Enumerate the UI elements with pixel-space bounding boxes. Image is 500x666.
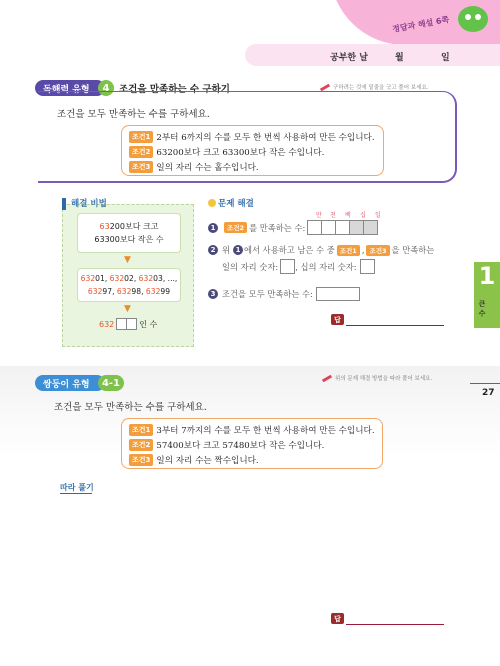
answer-line[interactable] [346,325,444,326]
condition-tag: 조건1 [129,424,153,436]
condition-tag: 조건3 [129,454,153,466]
chapter-tab [474,262,500,328]
date-bar [245,44,500,66]
highlight-digits: 63 [99,222,110,231]
place-value-label: 만 [316,212,322,219]
section-title: 조건을 만족하는 수 구하기 [119,84,230,95]
step-number: 2 [208,245,218,255]
step-number: 3 [208,289,218,299]
step-1 [208,220,378,235]
answer-reference-label: 정답과 해설 6쪽 [391,15,450,34]
condition-row [129,131,375,143]
step-text: 에서 사용하고 남은 수 중 [244,245,335,255]
mascot-icon [458,6,488,32]
step-3 [208,287,360,301]
place-value-label: 일 [375,212,381,219]
condition-tag: 조건3 [129,161,153,173]
step-text: 위 [222,245,231,255]
condition-tag: 조건2 [224,222,247,233]
highlight-digits: 632 [99,319,115,329]
tip-result [99,318,157,330]
day-label: 일 [441,53,450,63]
section-number: 4 [98,80,114,96]
tip-marker-icon [62,198,66,210]
step-text: , 십의 자리 숫자: [295,261,357,272]
digit-box[interactable] [363,220,378,235]
follow-along-label: 따라 풀기 [60,483,94,492]
section-hint: 구하려는 것에 밑줄을 긋고 풀어 보세요. [333,85,429,91]
section-hint: 위의 문제 해결 방법을 따라 풀어 보세요. [335,376,433,382]
tip-text: 63300보다 작은 수 [94,235,164,244]
chapter-name: 큰 수 [478,300,486,317]
condition-text: 57400보다 크고 57480보다 작은 수입니다. [156,441,325,451]
final-number-box[interactable] [316,287,360,301]
tens-digit-box[interactable] [360,259,375,274]
section-number: 4-1 [98,375,124,391]
digit-box[interactable] [335,220,350,235]
condition-row [129,161,259,173]
pencil-icon [322,375,332,383]
conditions-box [121,418,383,469]
answer-label: 답 [331,314,344,325]
tip-text: 200보다 크고 [109,222,159,231]
mascot-eye-icon [475,14,481,20]
step-2: 2 위 1 에서 사용하고 남은 수 중 조건1 , 조건3 을 만족하는 [208,244,434,256]
condition-tag: 조건1 [337,245,360,256]
ones-digit-box[interactable] [280,259,295,274]
step-reference: 1 [233,245,243,255]
condition-tag: 조건3 [366,245,389,256]
condition-tag: 조건2 [129,146,153,158]
follow-underline [60,493,92,494]
tip-range-card [77,213,181,253]
digit-box[interactable] [349,220,364,235]
place-value-label: 천 [330,212,336,219]
digit-boxes [308,220,378,235]
condition-row [129,454,259,466]
step-2-answers [222,259,375,274]
down-arrow-icon: ▼ [124,304,131,314]
mascot-eye-icon [465,14,471,20]
question-text: 조건을 모두 만족하는 수를 구하세요. [54,402,207,413]
date-label: 공부한 날 [330,53,368,63]
step-text: 일의 자리 숫자: [222,261,279,272]
month-label: 월 [395,53,404,63]
down-arrow-icon: ▼ [124,255,131,265]
condition-row [129,439,324,451]
section-badge: 독해력 유형 [35,80,105,96]
problem-solving-title: 문제 해결 [218,199,254,209]
condition-row [129,146,324,158]
digit-box[interactable] [321,220,336,235]
lightbulb-icon [208,199,216,207]
condition-text: 2부터 6까지의 수를 모두 한 번씩 사용하여 만든 수입니다. [156,133,375,143]
step-text: 을 만족하는 [391,245,435,255]
condition-text: 63200보다 크고 63300보다 작은 수입니다. [156,148,325,158]
answer-label: 답 [331,613,344,624]
blank-box [126,318,137,330]
condition-tag: 조건2 [129,439,153,451]
condition-tag: 조건1 [129,131,153,143]
answer-line[interactable] [346,624,444,625]
tip-text: 인 수 [139,319,158,329]
condition-text: 일의 자리 수는 홀수입니다. [156,163,259,173]
question-text: 조건을 모두 만족하는 수를 구하세요. [57,109,210,120]
chapter-number: 1 [478,262,496,290]
place-value-label: 백 [345,212,351,219]
conditions-box [121,125,384,176]
step-text: 조건을 모두 만족하는 수: [222,289,313,299]
page-number: 27 [482,388,495,398]
section-badge: 쌍둥이 유형 [35,375,105,391]
tip-list-card: 63201, 63202, 63203, ..., 63297, 63298, 63299 [77,268,181,302]
condition-text: 3부터 7까지의 수를 모두 한 번씩 사용하여 만든 수입니다. [156,426,375,436]
digit-box[interactable] [307,220,322,235]
step-text: 를 만족하는 수: [249,222,306,233]
solve-tip-title: 해결 비법 [71,199,107,209]
condition-row [129,424,375,436]
condition-text: 일의 자리 수는 짝수입니다. [156,456,259,466]
step-number: 1 [208,223,218,233]
place-value-label: 십 [360,212,366,219]
page-divider [470,383,500,384]
